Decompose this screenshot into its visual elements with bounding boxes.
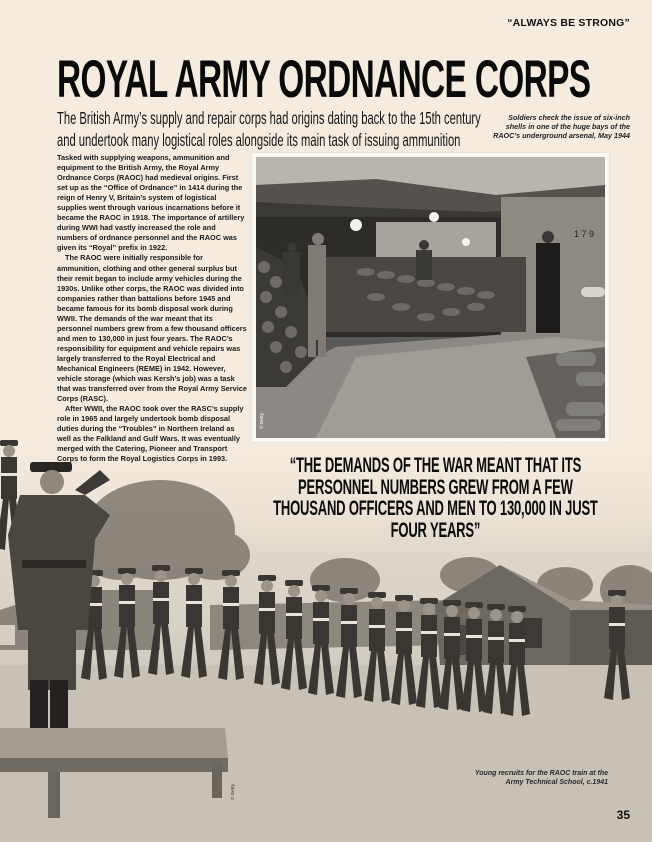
article-title: ROYAL ARMY ORDNANCE CORPS xyxy=(57,50,591,109)
standfirst-line-2: and undertook many logistical roles alongside its main task of issuing ammunition xyxy=(57,130,461,150)
standfirst-line-1: The British Army’s supply and repair corps had origins dating back to the 15th century xyxy=(57,108,481,128)
bottom-photo-caption xyxy=(438,769,608,787)
arsenal-photo-image xyxy=(256,157,605,438)
bottom-caption-line-2: Army Technical School, c.1941 xyxy=(505,779,608,786)
bottom-caption-line-1: Young recruits for the RAOC train at the xyxy=(474,770,608,777)
body-paragraph: Tasked with supplying weapons, ammunition and equipment to the British Army, the Royal Army Ordnance Corps (RAOC) had medieval origins. First set up as the “Office of Ordnance” in 1414 during the reign of Henry V, Britain’s system of logistical supplies went through various incarnations before it became the RAOC in 1918. The importance of artillery during WWI had vastly increased the role and numbers of ordnance personnel and the RAOC was given its “Royal” prefix in 1922. xyxy=(57,153,245,253)
standfirst xyxy=(57,107,481,151)
page-number: 35 xyxy=(616,808,630,822)
arsenal-photo xyxy=(252,153,609,442)
bottom-photo-credit: © Getty xyxy=(230,783,235,800)
pull-quote: “THE DEMANDS OF THE WAR MEANT THAT ITS PERSONNEL NUMBERS GREW FROM A FEW THOUSAND OFFICERS AND MEN TO 130,000 IN JUST FOUR YEARS” xyxy=(273,454,598,542)
top-photo-credit: © Getty xyxy=(259,412,264,429)
body-paragraph: The RAOC were initially responsible for ammunition, clothing and other general surplus but their remit began to include army vehicles during the 1930s. Unlike other corps, the RAOC was divided into companies rather than battalions before 1945 and became famous for its bomb disposal work during WWII. The demands of the war meant that its personnel numbers grew from a few thousand officers and men to 130,000 in just four years. The RAOC’s responsibility for equipment and vehicle repairs was largely transferred to the Royal Electrical and Mechanical Engineers (REME) in 1942. However, vehicle storage (which was Kersh’s job) was a task that was transferred over from the Royal Army Service Corps (RASC). xyxy=(57,253,247,404)
bay-number: 1 7 9 xyxy=(574,229,595,239)
body-paragraph: After WWII, the RAOC took over the RASC’s supply role in 1965 and largely undertook bomb disposal duties during the “Troubles” in Northern Ireland as well as the Falkland and Gulf Wars. It was eventually merged with the Catering, Pioneer and Transport Corps to form the Royal Logistics Corps in 1993. xyxy=(57,404,244,464)
top-photo-caption: Soldiers check the issue of six-inch shells in one of the huge bays of the RAOC’s underground arsenal, May 1944 xyxy=(493,113,630,141)
arsenal-illustration xyxy=(256,157,605,438)
running-head: “ALWAYS BE STRONG” xyxy=(507,17,630,29)
article-body xyxy=(57,153,247,464)
